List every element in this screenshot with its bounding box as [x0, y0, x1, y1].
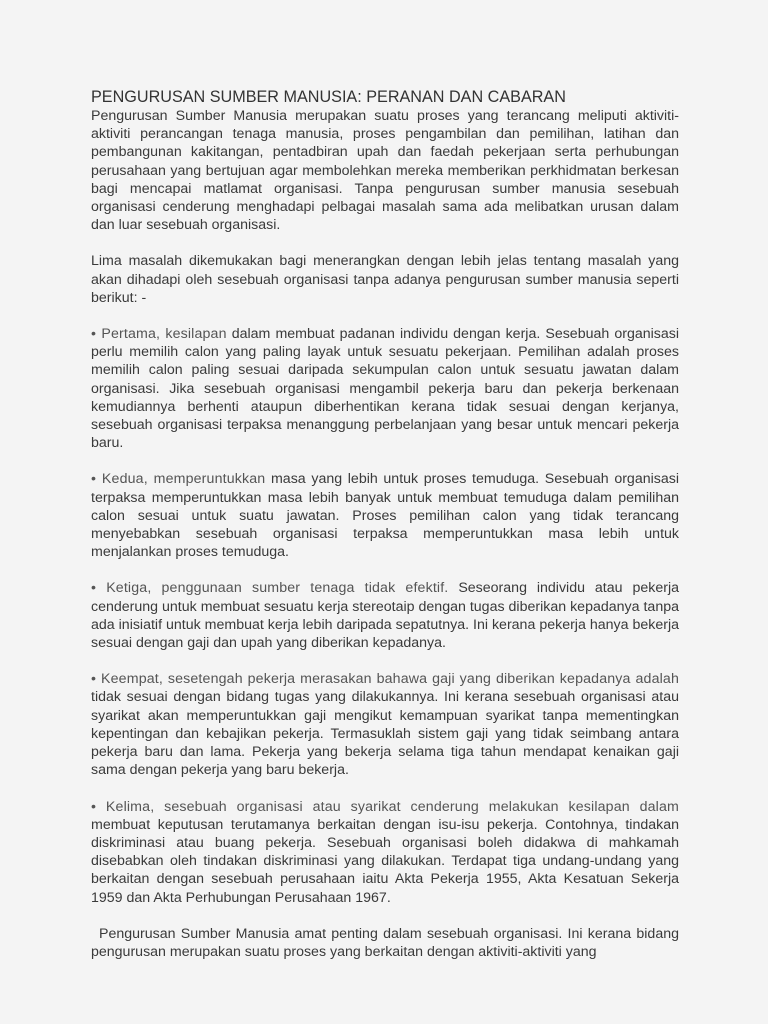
closing-paragraph: Pengurusan Sumber Manusia amat penting dalam sesebuah organisasi. Ini kerana bidang pengurusan merupakan suatu proses yang berkaitan dengan aktiviti-aktiviti yang [91, 925, 679, 960]
point-3 [91, 579, 679, 652]
point-5 [91, 798, 679, 907]
point-3-lead: • Ketiga, penggunaan sumber tenaga tidak efektif. [91, 580, 449, 597]
document-body [91, 88, 679, 961]
point-1 [91, 325, 679, 452]
point-2-text: masa yang lebih untuk proses temuduga. Sesebuah organisasi terpaksa memperuntukkan masa lebih banyak untuk membuat temuduga dalam pemilihan calon sesuai untuk suatu jawatan. Proses pemilihan calon yang tidak terancang menyebabkan sesebuah organisasi terpaksa memperuntukkan masa lebih untuk menjalankan proses temuduga. [91, 471, 679, 561]
intro-paragraph: Pengurusan Sumber Manusia merupakan suatu proses yang terancang meliputi aktiviti-aktiviti perancangan tenaga manusia, proses pengambilan dan pemilihan, latihan dan pembangunan kakitangan, pentadbiran upah dan faedah pekerjaan serta perhubungan perusahaan yang bertujuan agar membolehkan mereka memberikan perkhidmatan berkesan bagi mencapai matlamat organisasi. Tanpa pengurusan sumber manusia sesebuah organisasi cenderung menghadapi pelbagai masalah sama ada melibatkan urusan dalam dan luar sesebuah organisasi. [91, 108, 679, 234]
point-1-lead: • Pertama, kesilapan [91, 326, 227, 343]
point-5-text: membuat keputusan terutamanya berkaitan dengan isu-isu pekerja. Contohnya, tindakan diskriminasi atau buang pekerja. Sesebuah organisasi boleh didakwa di mahkamah disebabkan oleh tindakan diskriminasi yang dilakukan. Terdapat tiga undang-undang yang berkaitan dengan sesebuah perusahaan iaitu Akta Pekerja 1955, Akta Kesatuan Sekerja 1959 dan Akta Perhubungan Perusahaan 1967. [91, 816, 679, 906]
point-3-text: Seseorang individu atau pekerja cenderung untuk membuat sesuatu kerja stereotaip dengan tugas diberikan kepadanya tanpa ada inisiatif untuk membuat kerja lebih daripada sepatutnya. Ini kerana pekerja hanya bekerja sesuai dengan gaji dan upah yang diberikan kepadanya. [91, 580, 679, 652]
point-4 [91, 670, 679, 779]
point-4-lead: • Keempat, sesetengah pekerja merasakan bahawa gaji yang diberikan kepadanya adalah [91, 671, 679, 688]
lima-paragraph: Lima masalah dikemukakan bagi menerangkan dengan lebih jelas tentang masalah yang akan dihadapi oleh sesebuah organisasi tanpa adanya pengurusan sumber manusia seperti berikut: - [91, 253, 679, 306]
point-2 [91, 470, 679, 561]
point-4-text: tidak sesuai dengan bidang tugas yang dilakukannya. Ini kerana sesebuah organisasi atau syarikat akan memperuntukkan gaji mengikut kemampuan syarikat tanpa mementingkan kepentingan dan kebajikan pekerja. Termasuklah sistem gaji yang tidak seimbang antara pekerja baru dan lama. Pekerja yang bekerja selama tiga tahun mendapat kenaikan gaji sama dengan pekerja yang baru bekerja. [91, 689, 679, 779]
point-5-lead: • Kelima, sesebuah organisasi atau syarikat cenderung melakukan kesilapan dalam [91, 798, 679, 815]
point-1-text: dalam membuat padanan individu dengan kerja. Sesebuah organisasi perlu memilih calon yang paling layak untuk sesuatu pekerjaan. Pemilihan adalah proses memilih calon paling sesuai daripada sekumpulan calon untuk sesuatu jawatan dalam organisasi. Jika sesebuah organisasi mengambil pekerja baru dan pekerja berkenaan kemudiannya berhenti ataupun diberhentikan kerana tidak sesuai dengan kerjanya, sesebuah organisasi terpaksa menanggung perbelanjaan yang besar untuk mencari pekerja baru. [91, 326, 680, 452]
document-title: PENGURUSAN SUMBER MANUSIA: PERANAN DAN CABARAN [91, 88, 566, 106]
point-2-lead: • Kedua, memperuntukkan [91, 471, 266, 488]
